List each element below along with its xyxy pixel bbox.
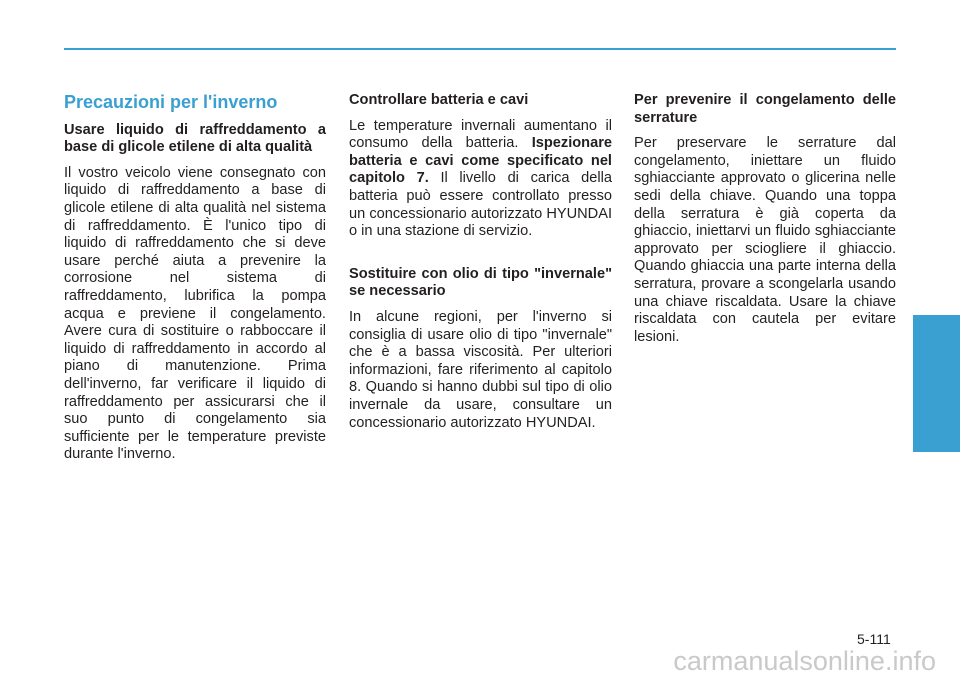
column-3 (634, 92, 896, 354)
battery-body-plain: Le temperature invernali aumentano il consumo della batteria. (349, 117, 612, 152)
battery-body-rest: Il livello di carica della batteria può essere controllato presso un concessionario autorizzato HYUNDAI o in una stazione di servizio. (349, 170, 613, 240)
column-1 (64, 92, 326, 472)
battery-body (349, 118, 612, 241)
battery-body-bold: Ispezionare batteria e cavi come specificato nel capitolo 7. (349, 135, 612, 187)
coolant-body: Il vostro veicolo viene consegnato con liquido di raffreddamento a base di glicole etilene di alta qualità nel sistema di raffreddamento. È l'unico tipo di liquido di raffreddamento che si deve usare perché aiuta a prevenire la corrosione nel sistema di raffreddamento, lubrifica la pompa acqua e previene il congelamento. Avere cura di sostituire o rabboccare il liquido di raffreddamento in accordo al piano di manutenzione. Prima dell'inverno, far verificare il liquido di raffreddamento per assicurarsi che il suo punto di congelamento sia sufficiente per le temperature previste durante l'inverno. (64, 164, 326, 463)
page-number: 5-111 (857, 631, 891, 647)
coolant-heading: Usare liquido di raffreddamento a base di glicole etilene di alta qualità (64, 121, 326, 156)
column-2 (349, 92, 612, 440)
section-title: Precauzioni per l'inverno (64, 92, 278, 112)
chapter-label: Al volante (923, 352, 938, 415)
oil-heading: Sostituire con olio di tipo "invernale" se necessario (349, 265, 612, 300)
battery-heading: Controllare batteria e cavi (349, 92, 529, 108)
locks-heading: Per prevenire il congelamento delle serrature (634, 92, 896, 126)
watermark: carmanualsonline.info (673, 646, 936, 676)
spacer (349, 249, 612, 266)
locks-body: Per preservare le serrature dal congelamento, iniettare un fluido sghiacciante approvato o glicerina nelle sedi della chiave. Quando una toppa della serratura è già coperta da ghiaccio, iniettarvi un fluido sghiacciante approvato per sciogliere il ghiaccio. Quando ghiaccia una parte interna della serratura, provare a scongelarla usando una chiave riscaldata. Usare la chiave riscaldata con cautela per evitare lesioni. (634, 135, 896, 345)
top-rule (64, 48, 896, 50)
oil-body: In alcune regioni, per l'inverno si consiglia di usare olio di tipo "invernale" che è a bassa viscosità. Per ulteriori informazioni, fare riferimento al capitolo 8. Quando si hanno dubbi sul tipo di olio invernale da usare, consultare un concessionario autorizzato HYUNDAI. (349, 308, 612, 431)
